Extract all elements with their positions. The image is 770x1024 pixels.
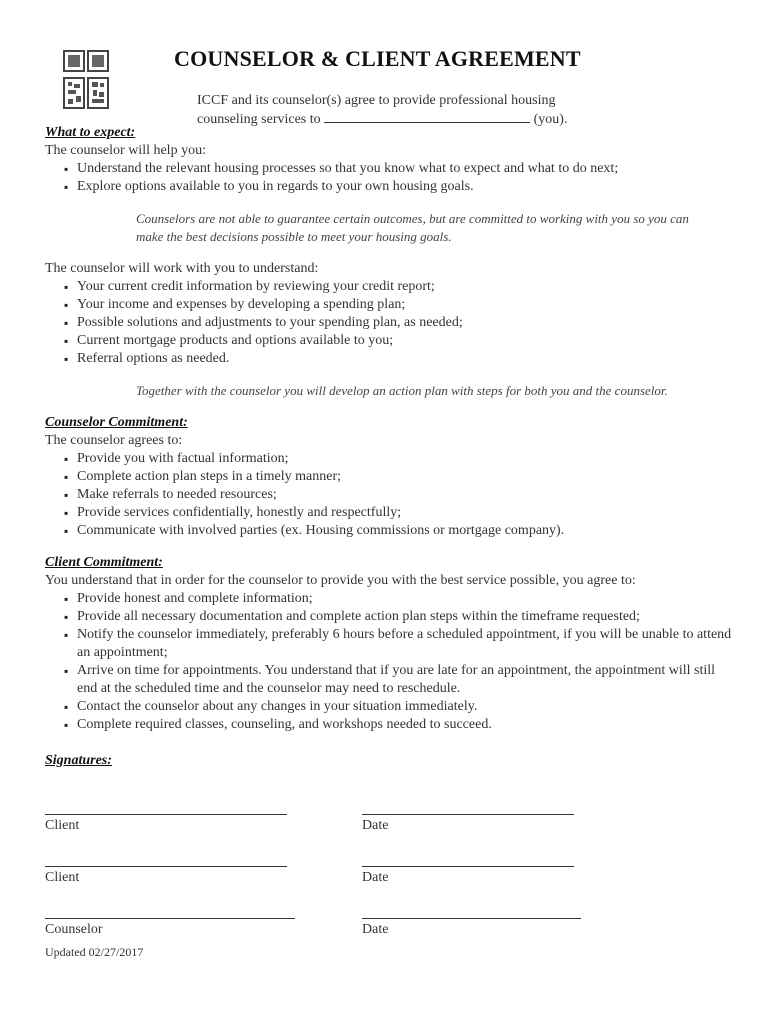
- list-item: ▪ Provide services confidentially, honestly and respectfully;: [77, 504, 735, 522]
- date-3-label: Date: [362, 922, 389, 937]
- list-item: ▪ Complete required classes, counseling, and workshops needed to succeed.: [77, 716, 735, 734]
- understand-list: [45, 278, 735, 368]
- expect-lead: The counselor will help you:: [45, 143, 206, 158]
- list-item: ▪ Complete action plan steps in a timely manner;: [77, 468, 735, 486]
- client-commitment-heading: Client Commitment:: [45, 555, 163, 570]
- client-lead: You understand that in order for the counselor to provide you with the best service possible, you agree to:: [45, 573, 636, 588]
- list-item: ▪ Contact the counselor about any changes in your situation immediately.: [77, 698, 735, 716]
- expect-note: Counselors are not able to guarantee certain outcomes, but are committed to working with you so you can make the best decisions possible to meet your housing goals.: [136, 211, 689, 244]
- counselor-list: [45, 450, 735, 540]
- intro-line-1: ICCF and its counselor(s) agree to provide professional housing: [197, 93, 556, 108]
- list-item: ▪ Understand the relevant housing processes so that you know what to expect and what to do next;: [77, 160, 735, 178]
- list-item: ▪ Your current credit information by reviewing your credit report;: [77, 278, 735, 296]
- client-1-label: Client: [45, 818, 80, 833]
- list-item: ▪ Communicate with involved parties (ex. Housing commissions or mortgage company).: [77, 522, 735, 540]
- action-plan-note: Together with the counselor you will develop an action plan with steps for both you and the counselor.: [136, 383, 668, 398]
- list-item: ▪ Provide honest and complete information;: [77, 590, 735, 608]
- expect-list: [45, 160, 735, 196]
- updated-date: Updated 02/27/2017: [45, 945, 144, 959]
- list-item: ▪ Explore options available to you in regards to your own housing goals.: [77, 178, 735, 196]
- client-1-signature-line[interactable]: [45, 814, 287, 815]
- date-2-line[interactable]: [362, 866, 574, 867]
- client-2-label: Client: [45, 870, 80, 885]
- list-item: ▪ Your income and expenses by developing a spending plan;: [77, 296, 735, 314]
- list-item: ▪ Notify the counselor immediately, preferably 6 hours before a scheduled appointment, if you will be unable to attend an appointment;: [77, 626, 735, 662]
- date-1-label: Date: [362, 818, 389, 833]
- intro-line-2-pre: counseling services to: [197, 112, 321, 127]
- list-item: ▪ Provide you with factual information;: [77, 450, 735, 468]
- qr-code-logo-icon: [62, 50, 110, 110]
- agreement-body: [45, 124, 735, 770]
- counselor-signature-line[interactable]: [45, 918, 295, 919]
- list-item: ▪ Possible solutions and adjustments to your spending plan, as needed;: [77, 314, 735, 332]
- client-name-blank: [324, 110, 530, 123]
- counselor-commitment-heading: Counselor Commitment:: [45, 415, 188, 430]
- date-1-line[interactable]: [362, 814, 574, 815]
- client-list: [45, 590, 735, 734]
- list-item: ▪ Referral options as needed.: [77, 350, 735, 368]
- intro-line-2-post: (you).: [533, 112, 568, 127]
- page-title: COUNSELOR & CLIENT AGREEMENT: [174, 46, 581, 71]
- counselor-lead: The counselor agrees to:: [45, 433, 183, 448]
- what-to-expect-heading: What to expect:: [45, 125, 136, 140]
- counselor-label: Counselor: [45, 922, 103, 937]
- understand-lead: The counselor will work with you to understand:: [45, 261, 319, 276]
- list-item: ▪ Make referrals to needed resources;: [77, 486, 735, 504]
- list-item: ▪ Provide all necessary documentation and complete action plan steps within the timeframe requested;: [77, 608, 735, 626]
- signatures-heading: Signatures:: [45, 753, 112, 768]
- list-item: ▪ Arrive on time for appointments. You understand that if you are late for an appointment, the appointment will still end at the scheduled time and the counselor may need to reschedule.: [77, 662, 735, 698]
- date-3-line[interactable]: [362, 918, 581, 919]
- list-item: ▪ Current mortgage products and options available to you;: [77, 332, 735, 350]
- date-2-label: Date: [362, 870, 389, 885]
- client-2-signature-line[interactable]: [45, 866, 287, 867]
